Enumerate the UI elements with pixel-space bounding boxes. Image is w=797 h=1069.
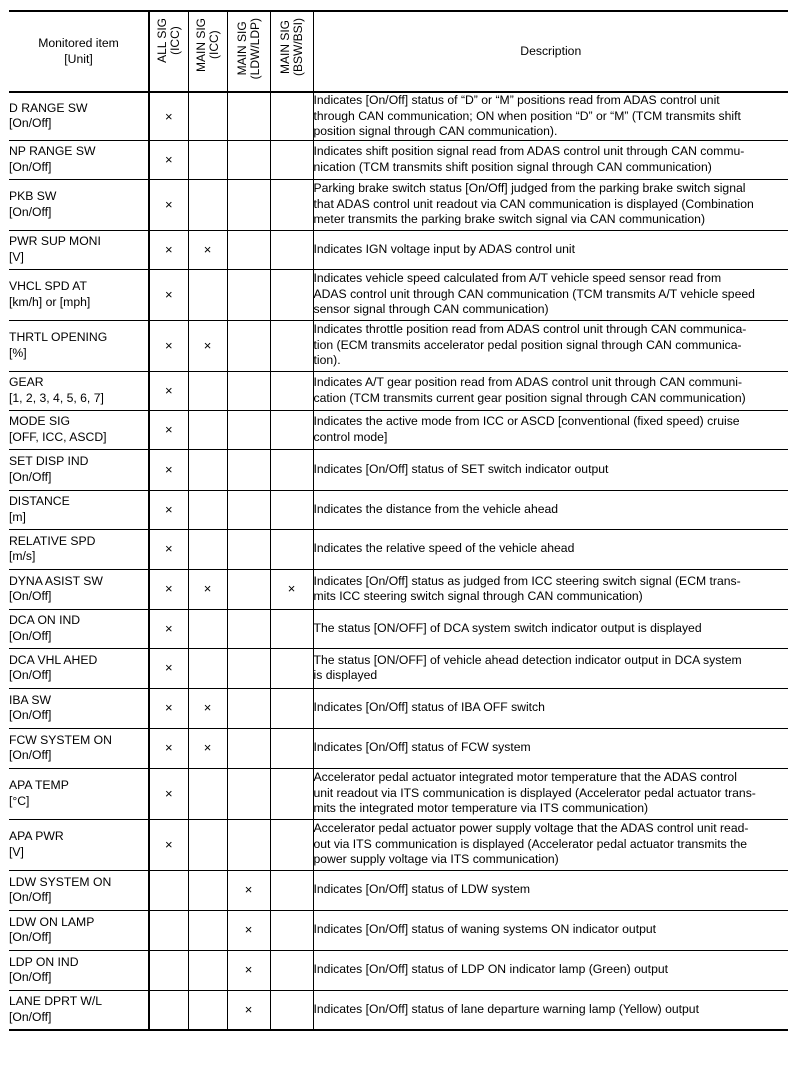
sig-cell — [270, 728, 313, 768]
item-unit: [%] — [9, 345, 27, 360]
table-row — [9, 910, 788, 950]
sig-cell — [270, 609, 313, 648]
applicable-mark: × — [203, 337, 212, 353]
description-cell — [313, 569, 788, 609]
item-unit: [On/Off] — [9, 708, 52, 722]
sig-cell — [149, 870, 188, 910]
description-line: ADAS control unit through CAN communication (TCM transmits A/T vehicle speed — [313, 286, 755, 301]
applicable-mark: × — [164, 785, 173, 801]
sig-cell — [227, 990, 270, 1030]
monitored-item-cell — [9, 648, 149, 688]
sig-cell — [149, 688, 188, 728]
table-row — [9, 529, 788, 569]
table-row — [9, 819, 788, 870]
description-cell — [313, 320, 788, 371]
description-line: mits the integrated motor temperature via ITS communication) — [313, 801, 649, 816]
sig-cell — [227, 449, 270, 490]
sig-cell — [270, 490, 313, 529]
table-row — [9, 92, 788, 140]
description-cell — [313, 990, 788, 1030]
sig-cell — [188, 320, 227, 371]
sig-cell — [227, 819, 270, 870]
item-name: MODE SIG — [9, 414, 70, 428]
applicable-mark: × — [164, 241, 173, 257]
header-sig-sublabel: (ICC) — [167, 26, 182, 55]
description-line: Parking brake switch status [On/Off] judged from the parking brake switch signal — [313, 181, 746, 196]
description-line: mits ICC steering switch signal through CAN communication) — [313, 589, 643, 603]
sig-cell — [270, 410, 313, 449]
sig-cell — [227, 768, 270, 819]
monitored-item-cell — [9, 410, 149, 449]
item-unit: [km/h] or [mph] — [9, 294, 91, 309]
table-row — [9, 950, 788, 990]
sig-cell — [270, 371, 313, 410]
description-line: Indicates throttle position read from ADAS control unit through CAN communica- — [313, 322, 747, 337]
sig-cell — [149, 609, 188, 648]
item-name: PKB SW — [9, 189, 57, 203]
sig-cell — [149, 449, 188, 490]
monitored-item-cell — [9, 688, 149, 728]
item-name: PWR SUP MONI — [9, 234, 101, 248]
monitored-item-cell — [9, 179, 149, 230]
sig-cell — [227, 410, 270, 449]
sig-cell — [149, 569, 188, 609]
sig-cell — [227, 179, 270, 230]
header-sig-sublabel: (ICC) — [206, 30, 221, 60]
table-row — [9, 410, 788, 449]
applicable-mark: × — [164, 581, 173, 597]
applicable-mark: × — [164, 151, 173, 167]
applicable-mark: × — [203, 241, 212, 257]
item-unit: [On/Off] — [9, 589, 52, 603]
header-all-sig-icc — [149, 11, 188, 92]
sig-cell — [227, 490, 270, 529]
applicable-mark: × — [164, 620, 173, 636]
sig-cell — [149, 269, 188, 320]
description-line: Indicates [On/Off] status of SET switch indicator output — [313, 461, 609, 476]
description-line: The status [ON/OFF] of vehicle ahead detection indicator output in DCA system — [313, 652, 742, 667]
monitored-item-cell — [9, 449, 149, 490]
sig-cell — [188, 950, 227, 990]
sig-cell — [270, 230, 313, 269]
table-row — [9, 609, 788, 648]
description-cell — [313, 910, 788, 950]
item-unit: [On/Off] — [9, 204, 52, 219]
sig-cell — [270, 990, 313, 1030]
applicable-mark: × — [164, 660, 173, 676]
item-name: SET DISP IND — [9, 454, 89, 468]
description-line: through CAN communication; ON when position “D” or “M” (TCM transmits shift — [313, 108, 741, 123]
applicable-mark: × — [164, 196, 173, 212]
description-line: position signal through CAN communication). — [313, 124, 558, 138]
table-row — [9, 648, 788, 688]
description-line: Indicates [On/Off] status of “D” or “M” positions read from ADAS control unit — [313, 93, 720, 107]
description-cell — [313, 768, 788, 819]
table-row — [9, 990, 788, 1030]
sig-cell — [270, 688, 313, 728]
sig-cell — [188, 529, 227, 569]
description-line: The status [ON/OFF] of DCA system switch indicator output is displayed — [313, 620, 702, 635]
sig-cell — [227, 140, 270, 179]
sig-cell — [270, 569, 313, 609]
applicable-mark: × — [164, 501, 173, 517]
applicable-mark: × — [164, 461, 173, 477]
table-row — [9, 371, 788, 410]
sig-cell — [188, 910, 227, 950]
monitored-item-cell — [9, 609, 149, 648]
item-unit: [On/Off] — [9, 930, 52, 944]
table-body — [9, 92, 788, 1030]
description-line: cation (TCM transmits current gear position signal through CAN communication) — [313, 390, 746, 405]
description-line: Indicates the distance from the vehicle ahead — [313, 501, 559, 516]
item-unit: [m] — [9, 509, 26, 524]
sig-cell — [227, 910, 270, 950]
sig-cell — [149, 648, 188, 688]
sig-cell — [227, 688, 270, 728]
sig-cell — [149, 728, 188, 768]
sig-cell — [227, 609, 270, 648]
sig-cell — [149, 140, 188, 179]
description-cell — [313, 490, 788, 529]
item-name: DISTANCE — [9, 494, 70, 508]
description-line: power supply voltage via ITS communication) — [313, 852, 559, 867]
description-line: Indicates [On/Off] status of IBA OFF switch — [313, 700, 545, 715]
monitored-item-cell — [9, 92, 149, 140]
description-line: out via ITS communication is displayed (Accelerator pedal actuator transmits the — [313, 836, 748, 851]
description-line: Accelerator pedal actuator integrated motor temperature that the ADAS control — [313, 770, 737, 785]
description-cell — [313, 410, 788, 449]
monitored-item-cell — [9, 819, 149, 870]
description-line: Indicates [On/Off] status of FCW system — [313, 740, 531, 755]
monitored-item-cell — [9, 870, 149, 910]
applicable-mark: × — [203, 581, 212, 597]
item-name: IBA SW — [9, 692, 51, 707]
sig-cell — [188, 490, 227, 529]
item-unit: [On/Off] — [9, 890, 52, 904]
sig-cell — [149, 92, 188, 140]
applicable-mark: × — [164, 286, 173, 302]
monitor-item-table — [9, 10, 788, 1031]
item-unit: [m/s] — [9, 549, 36, 563]
sig-cell — [270, 269, 313, 320]
description-cell — [313, 648, 788, 688]
applicable-mark: × — [287, 581, 296, 597]
table-row — [9, 320, 788, 371]
item-unit: [On/Off] — [9, 1009, 52, 1024]
item-name: NP RANGE SW — [9, 144, 96, 158]
table-row — [9, 230, 788, 269]
sig-cell — [227, 648, 270, 688]
sig-cell — [270, 179, 313, 230]
table-row — [9, 728, 788, 768]
header-sig-sublabel: (BSW/BSI) — [290, 18, 305, 77]
table-row — [9, 449, 788, 490]
header-sig-label: MAIN SIG — [277, 20, 292, 75]
item-name: RELATIVE SPD — [9, 533, 96, 548]
monitored-item-cell — [9, 768, 149, 819]
sig-cell — [270, 529, 313, 569]
table-row — [9, 688, 788, 728]
description-cell — [313, 230, 788, 269]
sig-cell — [188, 569, 227, 609]
sig-cell — [270, 870, 313, 910]
sig-cell — [270, 819, 313, 870]
sig-cell — [149, 768, 188, 819]
sig-cell — [270, 449, 313, 490]
table-row — [9, 490, 788, 529]
monitored-item-cell — [9, 320, 149, 371]
description-line: sensor signal through CAN communication) — [313, 302, 549, 317]
sig-cell — [227, 230, 270, 269]
sig-cell — [270, 140, 313, 179]
item-name: LDW SYSTEM ON — [9, 874, 112, 889]
monitored-item-cell — [9, 569, 149, 609]
sig-cell — [149, 230, 188, 269]
item-name: GEAR — [9, 375, 44, 389]
item-unit: [On/Off] — [9, 159, 52, 174]
sig-cell — [188, 449, 227, 490]
sig-cell — [227, 269, 270, 320]
applicable-mark: × — [203, 740, 212, 756]
table-row — [9, 569, 788, 609]
sig-cell — [227, 92, 270, 140]
sig-cell — [149, 410, 188, 449]
sig-cell — [188, 140, 227, 179]
sig-cell — [188, 648, 227, 688]
description-line: tion). — [313, 353, 341, 368]
item-name: APA PWR — [9, 829, 64, 843]
sig-cell — [188, 230, 227, 269]
table-row — [9, 870, 788, 910]
item-name: D RANGE SW — [9, 100, 88, 115]
sig-cell — [149, 990, 188, 1030]
description-cell — [313, 950, 788, 990]
sig-cell — [149, 320, 188, 371]
table-row — [9, 140, 788, 179]
description-line: Indicates the relative speed of the vehicle ahead — [313, 541, 575, 556]
sig-cell — [270, 768, 313, 819]
applicable-mark: × — [244, 1002, 253, 1017]
sig-cell — [188, 990, 227, 1030]
applicable-mark: × — [164, 337, 173, 353]
description-line: that ADAS control unit readout via CAN communication is displayed (Combination — [313, 196, 754, 211]
description-cell — [313, 269, 788, 320]
sig-cell — [270, 648, 313, 688]
sig-cell — [188, 609, 227, 648]
sig-cell — [227, 371, 270, 410]
item-unit: [V] — [9, 249, 24, 264]
table-row — [9, 768, 788, 819]
table-header-row — [9, 11, 788, 92]
applicable-mark: × — [244, 882, 253, 898]
header-sig-sublabel: (LDW/LDP) — [247, 18, 262, 80]
sig-cell — [149, 529, 188, 569]
description-line: control mode] — [313, 429, 388, 444]
sig-cell — [188, 92, 227, 140]
applicable-mark: × — [203, 700, 212, 716]
item-unit: [On/Off] — [9, 970, 52, 984]
header-item-line2: [Unit] — [64, 51, 93, 66]
sig-cell — [188, 371, 227, 410]
applicable-mark: × — [164, 541, 173, 557]
description-line: Indicates A/T gear position read from ADAS control unit through CAN communi- — [313, 375, 743, 389]
description-line: tion (ECM transmits accelerator pedal position signal through CAN communica- — [313, 337, 742, 352]
sig-cell — [270, 92, 313, 140]
header-sig-label: MAIN SIG — [234, 21, 249, 76]
header-monitored-item — [9, 11, 149, 92]
monitored-item-cell — [9, 140, 149, 179]
item-unit: [On/Off] — [9, 668, 52, 682]
monitored-item-cell — [9, 371, 149, 410]
item-name: LDP ON IND — [9, 954, 79, 969]
header-description: Description — [313, 11, 788, 92]
monitored-item-cell — [9, 990, 149, 1030]
description-cell — [313, 870, 788, 910]
description-cell — [313, 371, 788, 410]
item-unit: [On/Off] — [9, 748, 52, 762]
sig-cell — [227, 950, 270, 990]
description-line: Indicates vehicle speed calculated from A/T vehicle speed sensor read from — [313, 271, 722, 286]
header-sig-label: ALL SIG — [154, 18, 169, 63]
sig-cell — [188, 768, 227, 819]
description-cell — [313, 609, 788, 648]
description-cell — [313, 179, 788, 230]
sig-cell — [270, 320, 313, 371]
description-line: Indicates IGN voltage input by ADAS control unit — [313, 241, 575, 256]
description-cell — [313, 529, 788, 569]
item-unit: [On/Off] — [9, 469, 52, 484]
sig-cell — [227, 569, 270, 609]
applicable-mark: × — [164, 836, 173, 852]
description-line: Indicates [On/Off] status of LDP ON indicator lamp (Green) output — [313, 962, 669, 977]
sig-cell — [149, 950, 188, 990]
table-row — [9, 179, 788, 230]
applicable-mark: × — [244, 922, 253, 938]
item-unit: [V] — [9, 844, 24, 859]
header-main-sig-icc — [188, 11, 227, 92]
sig-cell — [188, 410, 227, 449]
sig-cell — [188, 819, 227, 870]
item-name: THRTL OPENING — [9, 330, 108, 344]
monitored-item-cell — [9, 950, 149, 990]
description-line: Indicates [On/Off] status as judged from ICC steering switch signal (ECM trans- — [313, 573, 741, 588]
description-line: Indicates shift position signal read from ADAS control unit through CAN commu- — [313, 144, 745, 158]
sig-cell — [188, 269, 227, 320]
sig-cell — [270, 910, 313, 950]
description-cell — [313, 688, 788, 728]
item-name: APA TEMP — [9, 778, 69, 792]
sig-cell — [188, 179, 227, 230]
description-line: meter transmits the parking brake switch signal via CAN communication) — [313, 212, 705, 227]
item-name: DCA VHL AHED — [9, 652, 98, 667]
monitored-item-cell — [9, 490, 149, 529]
sig-cell — [270, 950, 313, 990]
item-name: LANE DPRT W/L — [9, 994, 103, 1009]
sig-cell — [227, 529, 270, 569]
item-unit: [OFF, ICC, ASCD] — [9, 429, 107, 444]
description-cell — [313, 92, 788, 140]
sig-cell — [149, 910, 188, 950]
applicable-mark: × — [164, 108, 173, 124]
item-name: DYNA ASIST SW — [9, 573, 103, 588]
sig-cell — [227, 320, 270, 371]
description-cell — [313, 140, 788, 179]
header-sig-label: MAIN SIG — [193, 18, 208, 73]
description-cell — [313, 449, 788, 490]
description-line: Indicates [On/Off] status of lane departure warning lamp (Yellow) output — [313, 1002, 699, 1016]
item-name: FCW SYSTEM ON — [9, 732, 112, 747]
item-name: LDW ON LAMP — [9, 914, 95, 929]
sig-cell — [149, 490, 188, 529]
sig-cell — [188, 870, 227, 910]
monitored-item-cell — [9, 910, 149, 950]
applicable-mark: × — [164, 421, 173, 437]
monitored-item-cell — [9, 269, 149, 320]
sig-cell — [149, 819, 188, 870]
description-line: Indicates [On/Off] status of LDW system — [313, 882, 531, 897]
description-line: Indicates the active mode from ICC or ASCD [conventional (fixed speed) cruise — [313, 414, 740, 428]
applicable-mark: × — [244, 962, 253, 978]
item-name: DCA ON IND — [9, 613, 81, 627]
description-line: Indicates [On/Off] status of waning systems ON indicator output — [313, 922, 657, 937]
sig-cell — [227, 728, 270, 768]
item-unit: [On/Off] — [9, 116, 52, 131]
sig-cell — [227, 870, 270, 910]
item-unit: [1, 2, 3, 4, 5, 6, 7] — [9, 390, 104, 405]
item-name: VHCL SPD AT — [9, 279, 87, 293]
description-cell — [313, 819, 788, 870]
sig-cell — [188, 728, 227, 768]
monitored-item-cell — [9, 529, 149, 569]
description-cell — [313, 728, 788, 768]
sig-cell — [149, 179, 188, 230]
sig-cell — [149, 371, 188, 410]
sig-cell — [188, 688, 227, 728]
description-line: nication (TCM transmits shift position signal through CAN communication) — [313, 159, 712, 174]
monitored-item-cell — [9, 230, 149, 269]
description-line: is displayed — [313, 668, 378, 682]
applicable-mark: × — [164, 382, 173, 398]
table-row — [9, 269, 788, 320]
applicable-mark: × — [164, 700, 173, 716]
item-unit: [On/Off] — [9, 628, 52, 643]
header-item-line1: Monitored item — [38, 36, 119, 50]
description-line: Accelerator pedal actuator power supply voltage that the ADAS control unit read- — [313, 821, 749, 836]
monitored-item-cell — [9, 728, 149, 768]
description-line: unit readout via ITS communication is displayed (Accelerator pedal actuator trans- — [313, 785, 756, 800]
item-unit: [°C] — [9, 793, 30, 808]
applicable-mark: × — [164, 740, 173, 756]
header-main-sig-bsw-bsi — [270, 11, 313, 92]
header-main-sig-ldw-ldp — [227, 11, 270, 92]
